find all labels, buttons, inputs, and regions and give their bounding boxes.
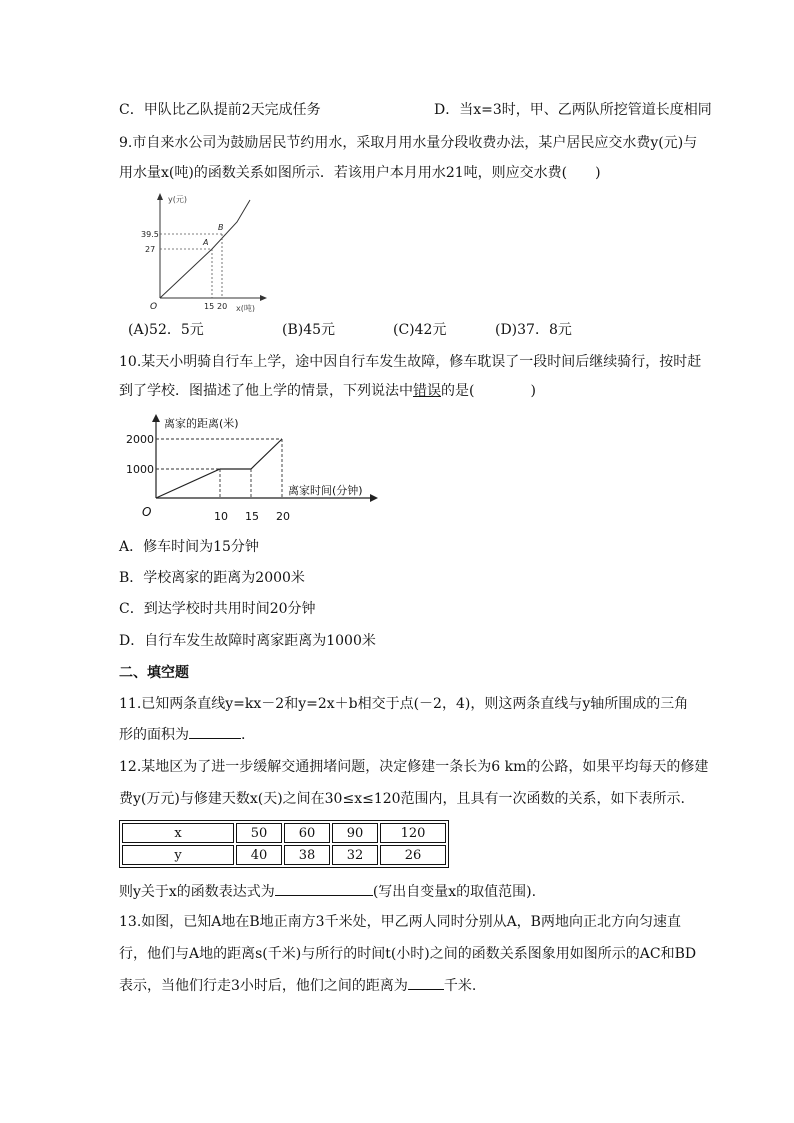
q9-origin: O <box>150 302 158 312</box>
q10-x-arrow <box>370 494 378 502</box>
q8-option-d: D．当x=3时，甲、乙两队所挖管道长度相同 <box>434 102 712 118</box>
q13-text-prefix: 表示，当他们行走3小时后，他们之间的距离为 <box>119 978 408 994</box>
q11-answer-blank <box>189 724 241 739</box>
table-cell: 40 <box>236 845 282 865</box>
table-cell: 50 <box>236 823 282 843</box>
q9-text-line1: 9.市自来水公司为鼓励居民节约用水，采取月用水量分段收费办法，某户居民应交水费y(元)与 <box>119 135 698 151</box>
q10-chart <box>120 412 380 524</box>
q9-x-tick-15: 15 <box>204 302 215 311</box>
q9-option-d: (D)37．8元 <box>495 322 572 338</box>
table-cell: y <box>122 845 234 865</box>
q12-answer-line <box>119 881 536 902</box>
q10-option-c: C．到达学校时共用时间20分钟 <box>119 601 316 617</box>
q9-text-line2: 用水量x(吨)的函数关系如图所示．若该用户本月用水21吨，则应交水费( ) <box>119 165 601 181</box>
q13-text-suffix: 千米. <box>443 978 477 994</box>
q12-text-line1: 12.某地区为了进一步缓解交通拥堵问题，决定修建一条长为6 km的公路，如果平均每天的修建 <box>119 759 709 775</box>
q9-x-tick-20: 20 <box>217 302 228 311</box>
q10-y-label: 离家的距离(米) <box>164 417 239 430</box>
table-cell: 60 <box>284 823 330 843</box>
q9-point-b: B <box>218 223 224 232</box>
q10-option-d: D．自行车发生故障时离家距离为1000米 <box>119 633 376 649</box>
q9-y-tick-39-5: 39.5 <box>141 230 159 239</box>
q10-y-arrow <box>152 414 160 422</box>
q13-text-line2: 行，他们与A地的距离s(千米)与所行的时间t(小时)之间的函数关系图象用如图所示的AC和BD <box>119 946 697 962</box>
q10-x-tick-15: 15 <box>245 510 259 523</box>
q12-text-line2: 费y(万元)与修建天数x(天)之间在30≤x≤120范围内，且具有一次函数的关系，如下表所示. <box>119 791 685 807</box>
q10-text-line2 <box>119 381 536 401</box>
table-row <box>122 845 446 865</box>
table-cell: 90 <box>332 823 378 843</box>
q12-answer-blank <box>275 881 373 896</box>
q9-point-a: A <box>203 238 209 247</box>
q9-option-b: (B)45元 <box>282 322 336 338</box>
table-cell: 32 <box>332 845 378 865</box>
q10-y-tick-2000: 2000 <box>126 433 154 446</box>
q9-x-label: x(吨) <box>236 304 255 312</box>
section-title-fill-blank: 二、填空题 <box>119 665 189 681</box>
q10-text-line2-suffix: 的是( ) <box>441 383 536 399</box>
q9-y-label: y(元) <box>168 195 187 204</box>
q10-option-a: A．修车时间为15分钟 <box>119 539 259 555</box>
q8-option-c: C．甲队比乙队提前2天完成任务 <box>119 102 321 118</box>
q9-option-a: (A)52．5元 <box>128 322 204 338</box>
q9-chart <box>140 192 270 312</box>
q10-x-tick-10: 10 <box>214 510 228 523</box>
q10-x-tick-20: 20 <box>276 510 290 523</box>
table-row <box>122 823 446 843</box>
q10-origin: O <box>142 505 152 519</box>
table-cell: 120 <box>380 823 446 843</box>
q11-text-line2 <box>119 724 245 745</box>
q12-answer-suffix: (写出自变量x的取值范围). <box>372 884 537 900</box>
q11-text-line1: 11.已知两条直线y=kx－2和y=2x＋b相交于点(－2，4)，则这两条直线与y轴所围成的三角 <box>119 696 689 712</box>
q12-answer-prefix: 则y关于x的函数表达式为 <box>119 884 275 900</box>
q9-y-arrow <box>157 193 163 200</box>
table-cell: x <box>122 823 234 843</box>
q10-text-line1: 10.某天小明骑自行车上学，途中因自行车发生故障，修车耽误了一段时间后继续骑行，按时赶 <box>119 354 702 370</box>
q13-text-line1: 13.如图，已知A地在B地正南方3千米处，甲乙两人同时分别从A，B两地向正北方向匀速直 <box>119 914 681 930</box>
q12-data-table <box>119 820 449 868</box>
q10-y-tick-1000: 1000 <box>126 463 154 476</box>
table-cell: 26 <box>380 845 446 865</box>
q10-text-line2-prefix: 到了学校．图描述了他上学的情景，下列说法中 <box>119 383 413 399</box>
q10-text-emphasis: 错误 <box>413 383 441 399</box>
q10-graph-line <box>156 439 282 498</box>
q13-answer-blank <box>408 975 444 990</box>
q9-x-arrow <box>260 295 267 301</box>
q13-text-line3 <box>119 975 476 996</box>
table-cell: 38 <box>284 845 330 865</box>
q11-text-suffix: . <box>241 727 246 743</box>
q10-option-b: B．学校离家的距离为2000米 <box>119 570 305 586</box>
q9-y-tick-27: 27 <box>145 245 156 254</box>
q10-x-label: 离家时间(分钟) <box>288 484 363 497</box>
q11-text-prefix: 形的面积为 <box>119 727 189 743</box>
q9-option-c: (C)42元 <box>393 322 447 338</box>
